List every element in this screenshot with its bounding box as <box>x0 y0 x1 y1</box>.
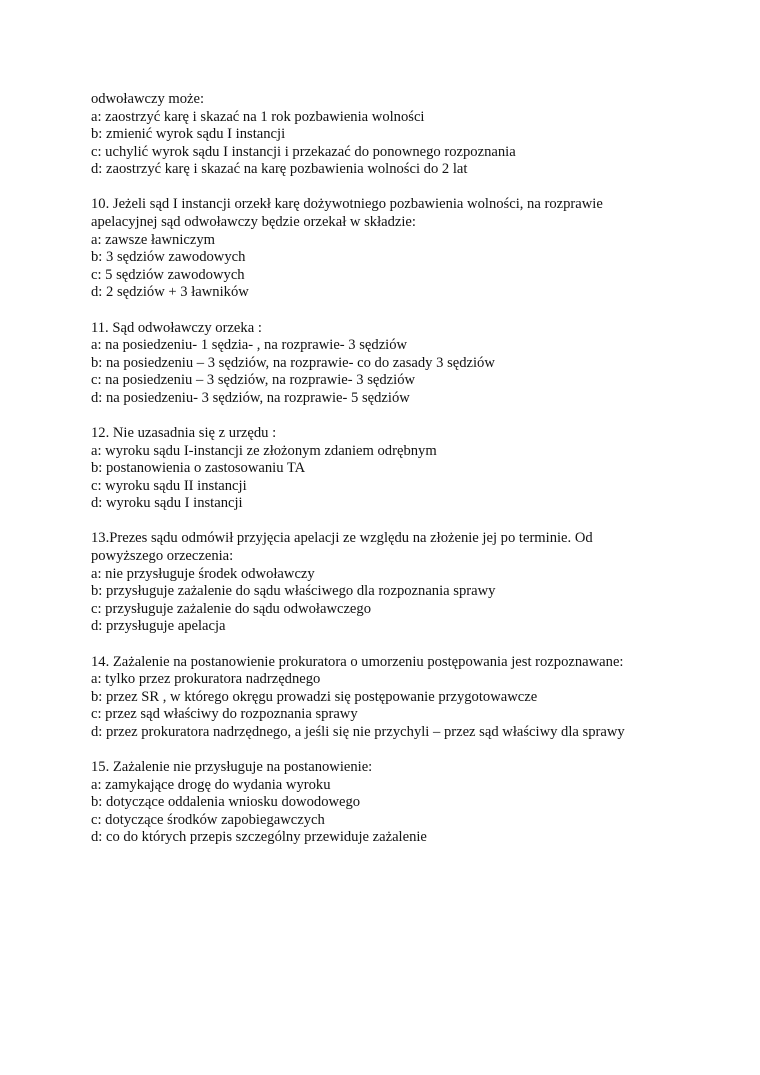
question-text: 15. Zażalenie nie przysługuje na postanowienie: <box>91 759 373 775</box>
text-line: b: postanowienia o zastosowaniu TA <box>91 460 306 477</box>
question-11 <box>91 320 741 408</box>
text-line: a: zamykające drogę do wydania wyroku <box>91 776 331 793</box>
text-line: c: 5 sędziów zawodowych <box>91 266 245 283</box>
text-line: d: wyroku sądu I instancji <box>91 495 243 512</box>
text-line: powyższego orzeczenia: <box>91 548 234 565</box>
text-line: c: wyroku sądu II instancji <box>91 477 247 494</box>
question-text: 13.Prezes sądu odmówił przyjęcia apelacji ze względu na złożenie jej po terminie. Od <box>91 530 593 547</box>
text-line: c: przez sąd właściwy do rozpoznania sprawy <box>91 706 358 723</box>
question-text: 11. Sąd odwoławczy orzeka : <box>91 319 262 336</box>
text-line: b: zmienić wyrok sądu I instancji <box>91 126 286 143</box>
text-line: apelacyjnej sąd odwoławczy będzie orzekał w składzie: <box>91 214 416 231</box>
question-text: 14. Zażalenie na postanowienie prokuratora o umorzeniu postępowania jest rozpoznawane: <box>91 653 624 670</box>
text-line: b: przez SR , w którego okręgu prowadzi się postępowanie przygotowawcze <box>91 688 538 705</box>
text-line: a: tylko przez prokuratora nadrzędnego <box>91 671 321 688</box>
text-line: c: dotyczące środków zapobiegawczych <box>91 811 325 828</box>
question-13 <box>91 530 741 636</box>
text-line: a: nie przysługuje środek odwoławczy <box>91 565 315 582</box>
text-line: d: przez prokuratora nadrzędnego, a jeśli się nie przychyli – przez sąd właściwy dla sprawy <box>91 723 625 740</box>
question-9-continued <box>91 91 741 179</box>
question-12 <box>91 425 741 513</box>
text-line: d: co do których przepis szczególny przewiduje zażalenie <box>91 829 427 846</box>
text-line: c: przysługuje zażalenie do sądu odwoławczego <box>91 600 372 617</box>
text-line: b: na posiedzeniu – 3 sędziów, na rozprawie- co do zasady 3 sędziów <box>91 354 495 371</box>
text-line: b: dotyczące oddalenia wniosku dowodowego <box>91 794 361 811</box>
text-line: d: zaostrzyć karę i skazać na karę pozbawienia wolności do 2 lat <box>91 161 468 178</box>
text-line: a: na posiedzeniu- 1 sędzia- , na rozprawie- 3 sędziów <box>91 337 408 354</box>
question-text: 10. Jeżeli sąd I instancji orzekł karę dożywotniego pozbawienia wolności, na rozprawie <box>91 196 603 213</box>
text-line: d: przysługuje apelacja <box>91 618 226 635</box>
question-10 <box>91 196 741 302</box>
text-line: c: uchylić wyrok sądu I instancji i przekazać do ponownego rozpoznania <box>91 143 516 160</box>
document-page <box>91 91 741 864</box>
text-line: d: na posiedzeniu- 3 sędziów, na rozprawie- 5 sędziów <box>91 389 410 406</box>
text-line: a: zaostrzyć karę i skazać na 1 rok pozbawienia wolności <box>91 108 425 125</box>
text-line: odwoławczy może: <box>91 91 205 107</box>
text-line: c: na posiedzeniu – 3 sędziów, na rozprawie- 3 sędziów <box>91 372 416 389</box>
text-line: b: przysługuje zażalenie do sądu właściwego dla rozpoznania sprawy <box>91 583 496 600</box>
text-line: a: zawsze ławniczym <box>91 231 215 248</box>
text-line: a: wyroku sądu I-instancji ze złożonym zdaniem odrębnym <box>91 442 437 459</box>
text-line: b: 3 sędziów zawodowych <box>91 249 246 266</box>
question-14 <box>91 654 741 742</box>
text-line: d: 2 sędziów + 3 ławników <box>91 284 249 301</box>
question-15 <box>91 759 741 847</box>
question-text: 12. Nie uzasadnia się z urzędu : <box>91 425 277 441</box>
